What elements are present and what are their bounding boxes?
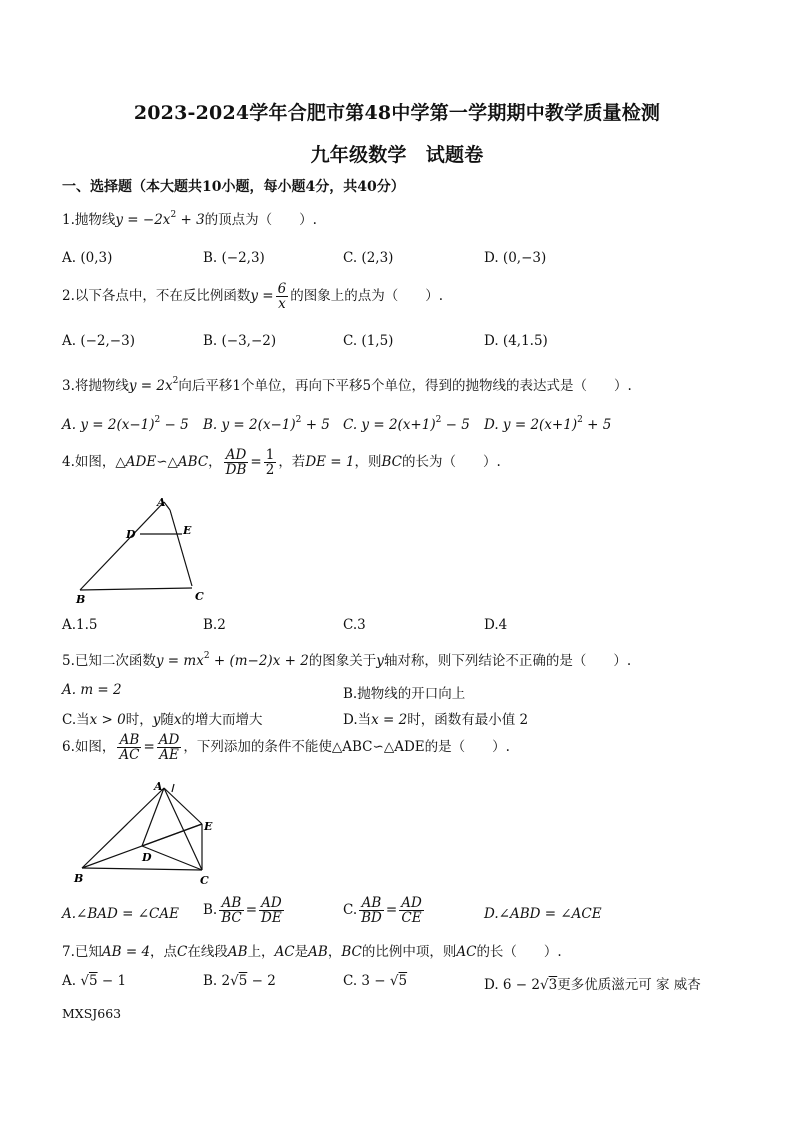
q5-option-c: C.当x > 0时，y随x的增大而增大 — [62, 712, 263, 728]
q6-ratio-left: $\frac{AB}{AC}$ — [119, 732, 140, 764]
q5-option-d: D.当x = 2时，函数有最小值 2 — [343, 712, 529, 728]
q4-option-a: A.1.5 — [62, 617, 98, 633]
q2-suffix: 的图象上的点为（ ）. — [290, 288, 444, 305]
q6-label-a: A — [154, 780, 163, 793]
q4-label-a: A — [157, 496, 166, 509]
section-heading: 一、选择题（本大题共10小题，每小题4分，共40分） — [62, 179, 405, 195]
page-title: 2023-2024学年合肥市第48中学第一学期期中教学质量检测 — [133, 102, 661, 124]
question-6: 6.如图， $\frac{AB}{AC}$ = $\frac{AD}{AE}$ ，下列添加的条件不能使△ABC∽△ADE的是（ ）. — [62, 732, 510, 764]
q4-label-c: C — [195, 590, 204, 603]
q3-option-d: D. $y = 2(x+1)^2 + 5$ — [484, 415, 612, 433]
q2-option-c: C. (1,5) — [343, 333, 394, 349]
q5-expr: y = mx — [155, 653, 204, 669]
q7-option-c: C. 3 − √5 — [343, 973, 408, 989]
q1-expr-tail: + 3 — [176, 212, 205, 228]
q3-expr: y = 2x — [128, 378, 173, 394]
q2-option-d: D. (4,1.5) — [484, 333, 548, 349]
question-5: 5.已知二次函数$y = mx^2 + (m-2)x + 2$的图象关于y轴对称，则下列结论不正确的是（ ）. — [62, 651, 632, 669]
q2-numerator: 6 — [277, 281, 287, 297]
q1-option-c: C. (2,3) — [343, 250, 394, 266]
q2-expr: y = — [250, 288, 274, 305]
q4-condition: DE = 1 — [305, 454, 355, 471]
question-3: 3.将抛物线$y = 2x^2$向后平移1个单位，再向下平移5个单位，得到的抛物线的表达式是（ ）. — [62, 376, 632, 394]
q6-label-c: C — [200, 874, 209, 887]
q7-option-d: D. 6 − 2√3更多优质滋元可 家 威杏 — [484, 977, 701, 993]
q3-option-c: C. $y = 2(x+1)^2 - 5$ — [343, 415, 470, 433]
q4-figure — [62, 494, 222, 606]
q4-label-d: D — [126, 528, 136, 541]
q2-option-b: B. (−3,−2) — [203, 333, 277, 349]
question-1: 1.抛物线$y = -2x^2 + 3$的顶点为（ ）. — [62, 210, 317, 228]
page-subtitle: 九年级数学 试题卷 — [310, 144, 484, 166]
q3-prefix: 3.将抛物线 — [62, 378, 129, 394]
q3-option-b: B. $y = 2(x-1)^2 + 5$ — [203, 415, 330, 433]
q4-similarity: △ADE∽△ABC — [115, 454, 209, 471]
q6-option-b: B. $\frac{AB}{BC}$ = $\frac{AD}{DE}$ — [203, 895, 282, 927]
q1-option-d: D. (0,−3) — [484, 250, 547, 266]
q4-label-e: E — [183, 524, 192, 537]
q2-option-a: A. (−2,−3) — [62, 333, 135, 349]
q3-option-a: A. $y = 2(x-1)^2 - 5$ — [62, 415, 189, 433]
q6-label-e: E — [204, 820, 213, 833]
q4-option-b: B.2 — [203, 617, 226, 633]
q6-option-d: D.∠ABD = ∠ACE — [484, 906, 602, 922]
question-2 — [62, 282, 443, 311]
q6-figure — [62, 778, 232, 890]
q2-prefix: 2.以下各点中，不在反比例函数 — [62, 288, 251, 305]
q1-suffix: 的顶点为（ ）. — [204, 212, 317, 228]
q1-expr: y = −2x — [115, 212, 171, 228]
q7-option-b: B. 2√5 − 2 — [203, 973, 276, 989]
q3-suffix: 向后平移1个单位，再向下平移5个单位，得到的抛物线的表达式是（ ）. — [178, 378, 632, 394]
q4-prefix: 4.如图， — [62, 454, 116, 471]
q6-option-a: A.∠BAD = ∠CAE — [62, 906, 179, 922]
question-7: 7.已知AB = 4，点C在线段AB上，AC是AB，BC的比例中项，则AC的长（ ）. — [62, 944, 562, 960]
q6-label-b: B — [74, 872, 84, 885]
q4-label-b: B — [76, 593, 86, 606]
q4-ratio-right: $\frac{1}{2}$ — [265, 447, 275, 479]
q1-option-b: B. (−2,3) — [203, 250, 265, 266]
q5-option-a: A. m = 2 — [62, 682, 122, 698]
q4-option-d: D.4 — [484, 617, 508, 633]
q2-denominator: x — [278, 296, 286, 313]
q6-label-d: D — [142, 851, 152, 864]
q6-option-c: C. $\frac{AB}{BD}$ = $\frac{AD}{CE}$ — [343, 895, 422, 927]
q7-option-a: A. √5 − 1 — [62, 973, 127, 989]
q1-prefix: 1.抛物线 — [62, 212, 116, 228]
q6-ratio-right: $\frac{AD}{AE}$ — [158, 732, 180, 764]
footer-code: MXSJ663 — [62, 1006, 122, 1021]
q4-option-c: C.3 — [343, 617, 366, 633]
q2-fraction — [276, 282, 289, 311]
question-4: 4.如图，△ADE∽△ABC， $\frac{AD}{DB}$ = $\frac{1}{2}$ ，若DE = 1，则BC的长为（ ）. — [62, 447, 501, 479]
q1-option-a: A. (0,3) — [62, 250, 113, 266]
q5-option-b: B.抛物线的开口向上 — [343, 686, 466, 702]
q4-ratio-left: $\frac{AD}{DB}$ — [225, 447, 247, 479]
